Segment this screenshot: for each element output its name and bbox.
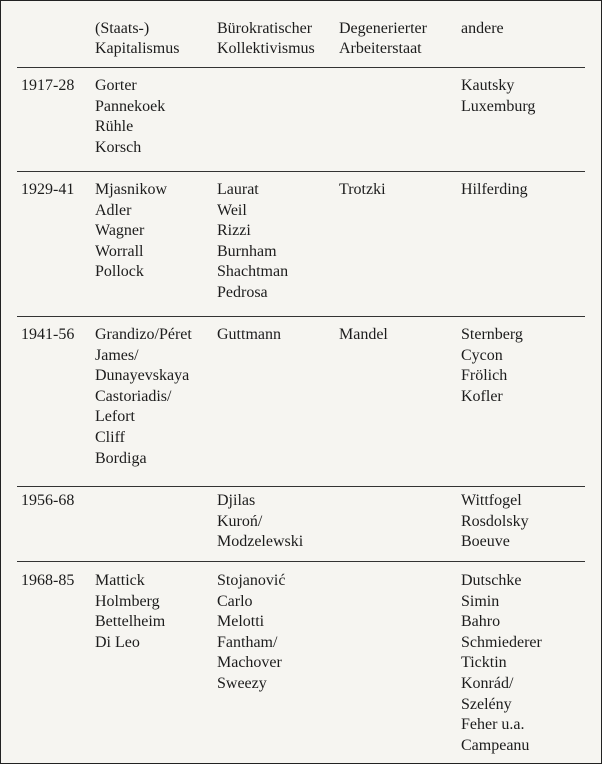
theorist-name: Pedrosa [217,283,268,301]
theorist-name: Trotzki [339,181,386,198]
theorist-name: Korsch [95,138,142,156]
period-label: 1929-41 [21,181,75,198]
theorist-name: Carlo [217,592,253,610]
theorist-name: Simin [461,592,500,610]
period-label: 1968-85 [21,572,75,589]
theorist-name: Mjasnikow [95,181,167,198]
theorist-name: Wittfogel [461,492,522,509]
cell-collectivism [217,325,281,346]
theorist-name: Campeanu [461,736,530,754]
theorist-name: Ticktin [461,654,507,672]
theorist-name: Rühle [95,118,134,136]
cell-workers-state [339,325,388,346]
theorist-name: Gorter [95,77,137,94]
theorist-name: Feher u.a. [461,716,525,734]
header-state-capitalism: (Staats-) Kapitalismus [95,20,180,57]
theorist-name: Mattick [95,572,145,589]
header-degenerated-workers-state: Degenerierter Arbeiterstaat [339,20,427,57]
table-header [1,19,601,61]
theorist-name: Bordiga [95,449,147,467]
cell-other [461,325,523,407]
theorist-name: Sweezy [217,674,267,692]
theorist-name: Rizzi [217,222,251,240]
theorist-name: Schmiederer [461,633,542,651]
theorist-name: Kautsky [461,77,515,94]
cell-collectivism [217,180,288,304]
theorist-name: Dunayevskaya [95,367,190,385]
theorist-name: Holmberg [95,592,160,610]
theorist-name: Adler [95,201,132,219]
theorist-name: Kuroń/ [217,512,263,530]
theorist-name: Hilferding [461,181,528,198]
theorist-name: Sternberg [461,326,523,343]
theorist-name: Pollock [95,263,144,281]
theorist-name: Pannekoek [95,97,166,115]
theorist-name: Castoriadis/ [95,387,172,405]
theorist-name: James/ [95,346,139,364]
period-label: 1956-68 [21,492,75,509]
row-divider [17,67,585,68]
theorist-name: Laurat [217,181,259,198]
cell-workers-state [339,180,386,201]
theorist-name: Weil [217,201,247,219]
cell-collectivism [217,491,303,553]
theorist-name: Konrád/ [461,674,514,692]
theorist-name: Stojanović [217,572,286,589]
cell-capitalism [95,76,165,158]
theorist-name: Grandizo/Péret [95,326,192,343]
theorist-name: Bettelheim [95,613,166,631]
theorist-name: Di Leo [95,633,140,651]
theorist-name: Cycon [461,346,503,364]
period-label: 1941-56 [21,326,75,343]
theorist-name: Wagner [95,222,145,240]
cell-capitalism [95,180,167,283]
theorist-name: Djilas [217,492,256,509]
row-divider [17,171,585,172]
theorist-name: Frölich [461,367,508,385]
header-other: andere [461,20,504,37]
theorist-name: Luxemburg [461,97,536,115]
theorist-name: Worrall [95,242,144,260]
row-divider [17,486,585,487]
cell-collectivism [217,571,285,695]
cell-other [461,180,528,201]
row-divider [17,316,585,317]
theorist-name: Fantham/ [217,633,278,651]
cell-other [461,491,529,553]
cell-other [461,76,535,117]
cell-capitalism [95,325,192,469]
row-divider [17,561,585,562]
theorist-name: Rosdolsky [461,512,529,530]
theorist-name: Dutschke [461,572,522,589]
theorist-name: Mandel [339,326,388,343]
theorist-name: Bahro [461,613,501,631]
theorist-name: Lefort [95,408,135,426]
theorist-name: Kofler [461,387,503,405]
theorist-name: Shachtman [217,263,289,281]
cell-capitalism [95,571,165,653]
theorist-name: Burnham [217,242,277,260]
cell-other [461,571,542,756]
theorist-name: Melotti [217,613,265,631]
theorist-name: Modzelewski [217,533,304,551]
theorist-name: Boeuve [461,533,510,551]
header-bureaucratic-collectivism: Bürokratischer Kollektivismus [217,20,315,57]
period-label: 1917-28 [21,77,75,94]
theorist-name: Szelény [461,695,512,713]
theorist-name: Machover [217,654,282,672]
theorist-name: Guttmann [217,326,281,343]
theorist-name: Cliff [95,428,125,446]
